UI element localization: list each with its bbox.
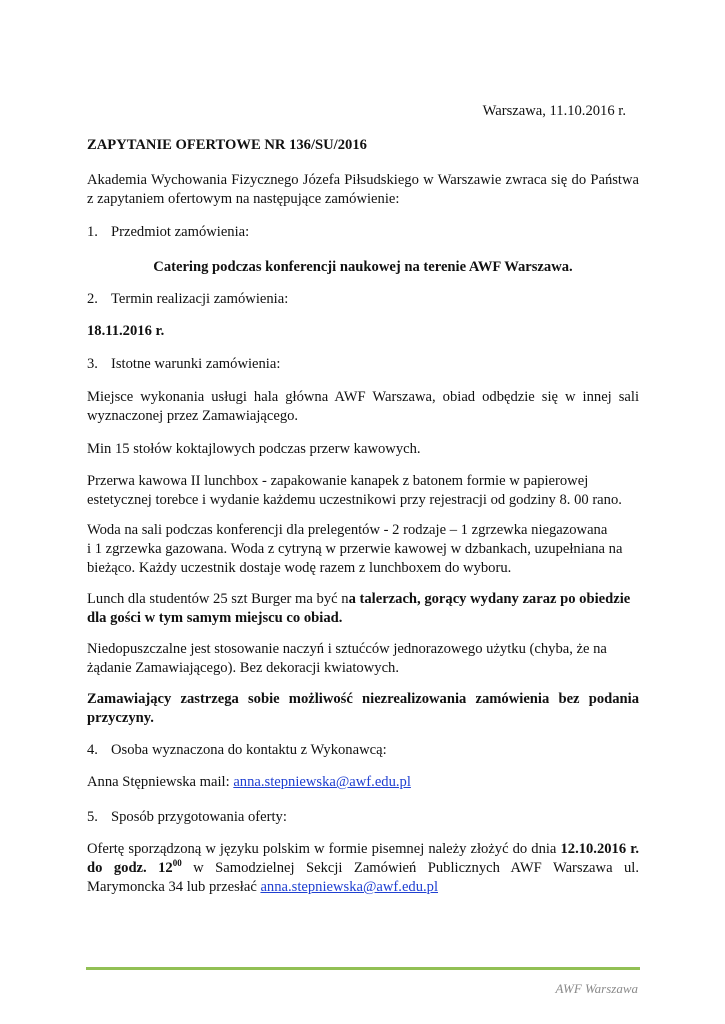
intro-paragraph: Akademia Wychowania Fizycznego Józefa Piłsudskiego w Warszawie zwraca się do Państwa z zapytaniem ofertowym na następujące zamówienie: (87, 172, 639, 207)
section-4-number: 4. (87, 742, 98, 758)
offer-email-link[interactable]: anna.stepniewska@awf.edu.pl (260, 879, 439, 895)
tables-paragraph: Min 15 stołów koktajlowych podczas przerw kawowych. (87, 441, 421, 457)
footer-text: AWF Warszawa (555, 981, 638, 996)
contact-line (87, 773, 639, 792)
tableware-line-2: żądanie Zamawiającego). Bez dekoracji kwiatowych. (87, 660, 399, 676)
section-5-heading (87, 808, 639, 827)
delivery-date: 18.11.2016 r. (87, 323, 165, 339)
section-3-label: Istotne warunki zamówienia: (111, 356, 281, 372)
water-paragraph (87, 521, 639, 578)
coffee-break-line-1: Przerwa kawowa II lunchbox - zapakowanie kanapek z batonem formie w papierowej (87, 473, 589, 489)
section-2-number: 2. (87, 291, 98, 307)
offer-text-a: Ofertę sporządzoną w języku polskim w formie pisemnej należy złożyć do dnia (87, 841, 561, 857)
tableware-line-1: Niedopuszczalne jest stosowanie naczyń i sztućców jednorazowego użytku (chyba, że na (87, 641, 607, 657)
lunch-text-bold-2: dla gości w tym samym miejscu co obiad. (87, 610, 343, 626)
offer-deadline-date: 12.10.2016 r. (560, 841, 639, 857)
section-4-heading (87, 741, 639, 760)
lunch-text-normal: Lunch dla studentów 25 szt Burger ma być n (87, 591, 349, 607)
footer-rule (86, 967, 640, 970)
offer-deadline-time-minutes: 00 (172, 858, 182, 869)
contact-email-link[interactable]: anna.stepniewska@awf.edu.pl (233, 774, 411, 790)
water-line-2: i 1 zgrzewka gazowana. Woda z cytryną w przerwie kawowej w dzbankach, uzupełniana na (87, 541, 623, 557)
section-5-number: 5. (87, 809, 98, 825)
coffee-break-line-2: estetycznej torebce i wydanie każdemu uczestnikowi przy rejestracji od godziny 8. 00 rano. (87, 492, 622, 508)
offer-instructions (87, 840, 639, 897)
section-4-label: Osoba wyznaczona do kontaktu z Wykonawcą: (111, 742, 387, 758)
section-2-heading (87, 290, 639, 309)
location-paragraph: Miejsce wykonania usługi hala główna AWF Warszawa, obiad odbędzie się w innej sali wyznaczonej przez Zamawiającego. (87, 389, 639, 424)
offer-text-b: w Samodzielnej Sekcji Zamówień Publicznych AWF Warszawa ul. Marymoncka 34 lub przesłać (87, 860, 639, 895)
document-title: ZAPYTANIE OFERTOWE NR 136/SU/2016 (87, 137, 367, 153)
lunch-text-bold-1: a talerzach, gorący wydany zaraz po obiedzie (348, 591, 631, 607)
water-line-1: Woda na sali podczas konferencji dla prelegentów - 2 rodzaje – 1 zgrzewka niegazowana (87, 522, 608, 538)
reservation-clause: Zamawiający zastrzega sobie możliwość niezrealizowania zamówienia bez podania przyczyny. (87, 691, 639, 726)
coffee-break-paragraph (87, 472, 639, 510)
order-subject: Catering podczas konferencji naukowej na terenie AWF Warszawa. (153, 259, 573, 275)
section-1-number: 1. (87, 224, 98, 240)
section-3-number: 3. (87, 356, 98, 372)
document-date: Warszawa, 11.10.2016 r. (482, 103, 626, 119)
section-5-label: Sposób przygotowania oferty: (111, 809, 287, 825)
section-2-label: Termin realizacji zamówienia: (111, 291, 289, 307)
tableware-paragraph (87, 640, 639, 678)
section-1-heading (87, 223, 639, 242)
contact-name: Anna Stępniewska mail: (87, 774, 234, 790)
water-line-3: bieżąco. Każdy uczestnik dostaje wodę razem z lunchboxem do wyboru. (87, 560, 512, 576)
section-1-label: Przedmiot zamówienia: (111, 224, 250, 240)
lunch-paragraph (87, 590, 639, 628)
section-3-heading (87, 355, 639, 374)
offer-deadline-time: do godz. $12^{00}$ (87, 858, 182, 876)
